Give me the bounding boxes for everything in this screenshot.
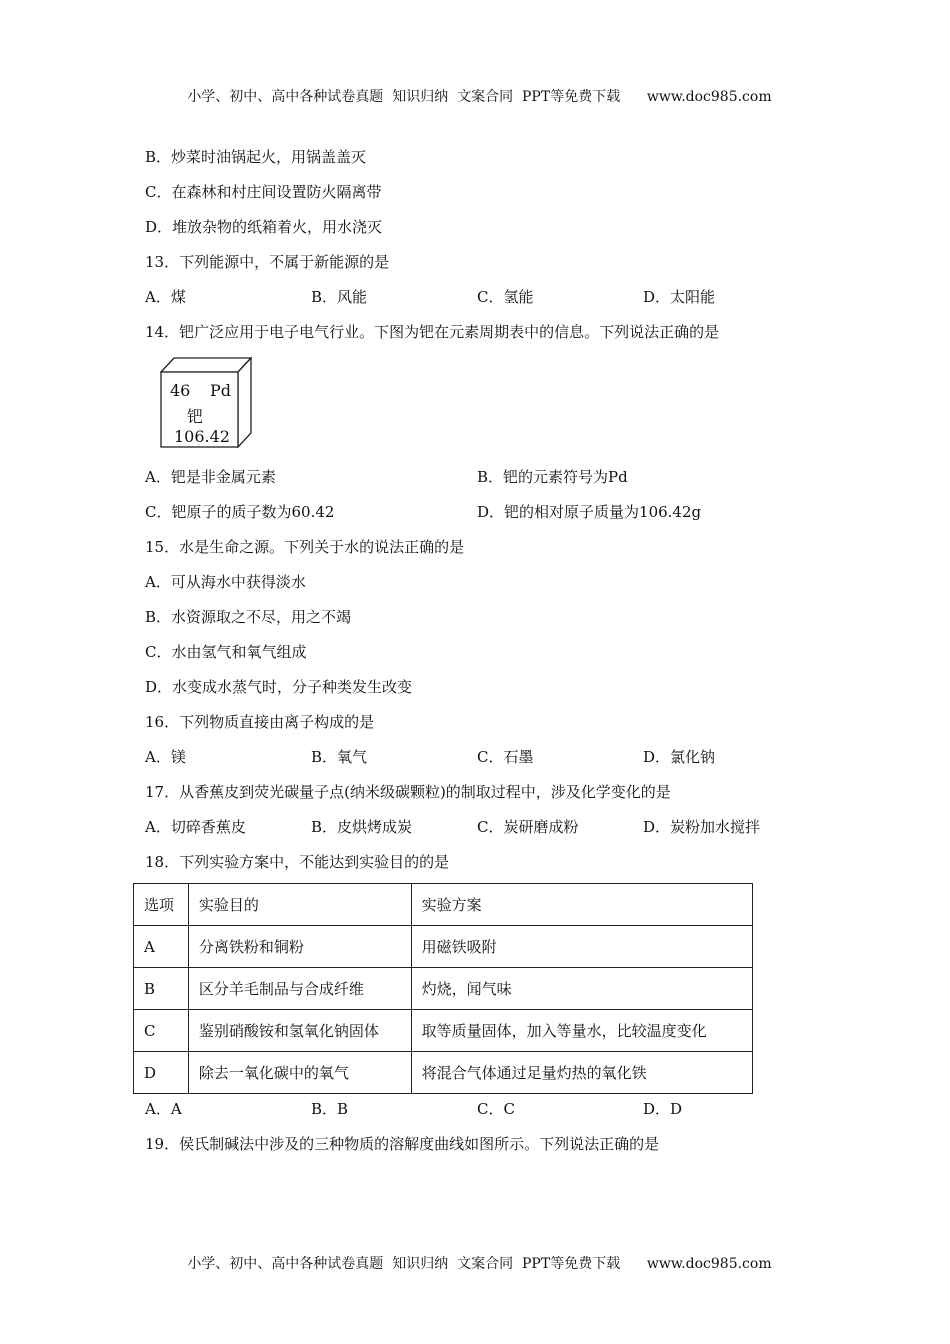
experiment-table	[133, 883, 753, 1094]
q12-option-b: B．炒菜时油锅起火，用锅盖盖灭	[145, 148, 367, 166]
table-cell: 鉴别硝酸铵和氢氧化钠固体	[188, 1010, 411, 1052]
table-cell: 除去一氧化碳中的氧气	[188, 1052, 411, 1094]
page-header	[0, 70, 950, 106]
table-row	[134, 1010, 753, 1052]
q12-option-c: C．在森林和村庄间设置防火隔离带	[145, 183, 382, 201]
q13-option-b: B．风能	[311, 288, 368, 306]
table-header-cell: 实验目的	[188, 884, 411, 926]
atomic-mass: 106.42	[174, 427, 230, 446]
q15-option-d: D．水变成水蒸气时，分子种类发生改变	[145, 678, 413, 696]
q16-option-d: D．氯化钠	[643, 748, 716, 766]
q18-option-a: A．A	[145, 1100, 182, 1118]
q17-option-c: C．炭研磨成粉	[477, 818, 579, 836]
q18-option-c: C．C	[477, 1100, 515, 1118]
page-footer	[0, 1237, 950, 1273]
q13-option-a: A．煤	[145, 288, 186, 306]
q14-option-b: B．钯的元素符号为Pd	[477, 468, 628, 486]
q17-option-b: B．皮烘烤成炭	[311, 818, 413, 836]
atomic-number: 46	[170, 381, 191, 400]
q18-option-d: D．D	[643, 1100, 683, 1118]
q16-option-c: C．石墨	[477, 748, 534, 766]
q15-option-b: B．水资源取之不尽，用之不竭	[145, 608, 352, 626]
table-row	[134, 1052, 753, 1094]
table-cell: 将混合气体通过足量灼热的氧化铁	[411, 1052, 752, 1094]
table-row	[134, 926, 753, 968]
table-cell: B	[134, 968, 189, 1010]
table-cell: 用磁铁吸附	[411, 926, 752, 968]
q14-option-d: D．钯的相对原子质量为106.42g	[477, 503, 702, 521]
q17-option-a: A．切碎香蕉皮	[145, 818, 246, 836]
q13-option-c: C．氢能	[477, 288, 534, 306]
table-header-cell: 实验方案	[411, 884, 752, 926]
q16-stem: 16．下列物质直接由离子构成的是	[145, 713, 375, 731]
q14-stem: 14．钯广泛应用于电子电气行业。下图为钯在元素周期表中的信息。下列说法正确的是	[145, 323, 720, 341]
q16-option-a: A．镁	[145, 748, 186, 766]
q15-option-c: C．水由氢气和氧气组成	[145, 643, 307, 661]
q17-stem: 17．从香蕉皮到荧光碳量子点(纳米级碳颗粒)的制取过程中，涉及化学变化的是	[145, 783, 671, 801]
table-cell: 分离铁粉和铜粉	[188, 926, 411, 968]
q14-option-c: C．钯原子的质子数为60.42	[145, 503, 335, 521]
table-row	[134, 968, 753, 1010]
q18-stem: 18．下列实验方案中，不能达到实验目的的是	[145, 853, 450, 871]
q17-option-d: D．炭粉加水搅拌	[643, 818, 761, 836]
q19-stem: 19．侯氏制碱法中涉及的三种物质的溶解度曲线如图所示。下列说法正确的是	[145, 1135, 660, 1153]
table-cell: 取等质量固体，加入等量水，比较温度变化	[411, 1010, 752, 1052]
element-symbol: Pd	[210, 381, 232, 400]
footer-url[interactable]: www.doc985.com	[646, 1256, 772, 1272]
header-url[interactable]: www.doc985.com	[646, 89, 772, 105]
q12-option-d: D．堆放杂物的纸箱着火，用水浇灭	[145, 218, 383, 236]
periodic-table-cell	[160, 357, 252, 449]
table-header-row	[134, 884, 753, 926]
table-cell: 区分羊毛制品与合成纤维	[188, 968, 411, 1010]
header-text: 小学、初中、高中各种试卷真题 知识归纳 文案合同 PPT等免费下载	[187, 89, 621, 105]
table-cell: D	[134, 1052, 189, 1094]
q14-option-a: A．钯是非金属元素	[145, 468, 276, 486]
table-cell: A	[134, 926, 189, 968]
q18-option-b: B．B	[311, 1100, 349, 1118]
q15-option-a: A．可从海水中获得淡水	[145, 573, 306, 591]
q16-option-b: B．氧气	[311, 748, 368, 766]
q13-stem: 13．下列能源中，不属于新能源的是	[145, 253, 390, 271]
table-header-cell: 选项	[134, 884, 189, 926]
element-name: 钯	[187, 407, 204, 426]
q15-stem: 15．水是生命之源。下列关于水的说法正确的是	[145, 538, 465, 556]
table-cell: C	[134, 1010, 189, 1052]
table-cell: 灼烧，闻气味	[411, 968, 752, 1010]
q13-option-d: D．太阳能	[643, 288, 716, 306]
footer-text: 小学、初中、高中各种试卷真题 知识归纳 文案合同 PPT等免费下载	[187, 1256, 621, 1272]
